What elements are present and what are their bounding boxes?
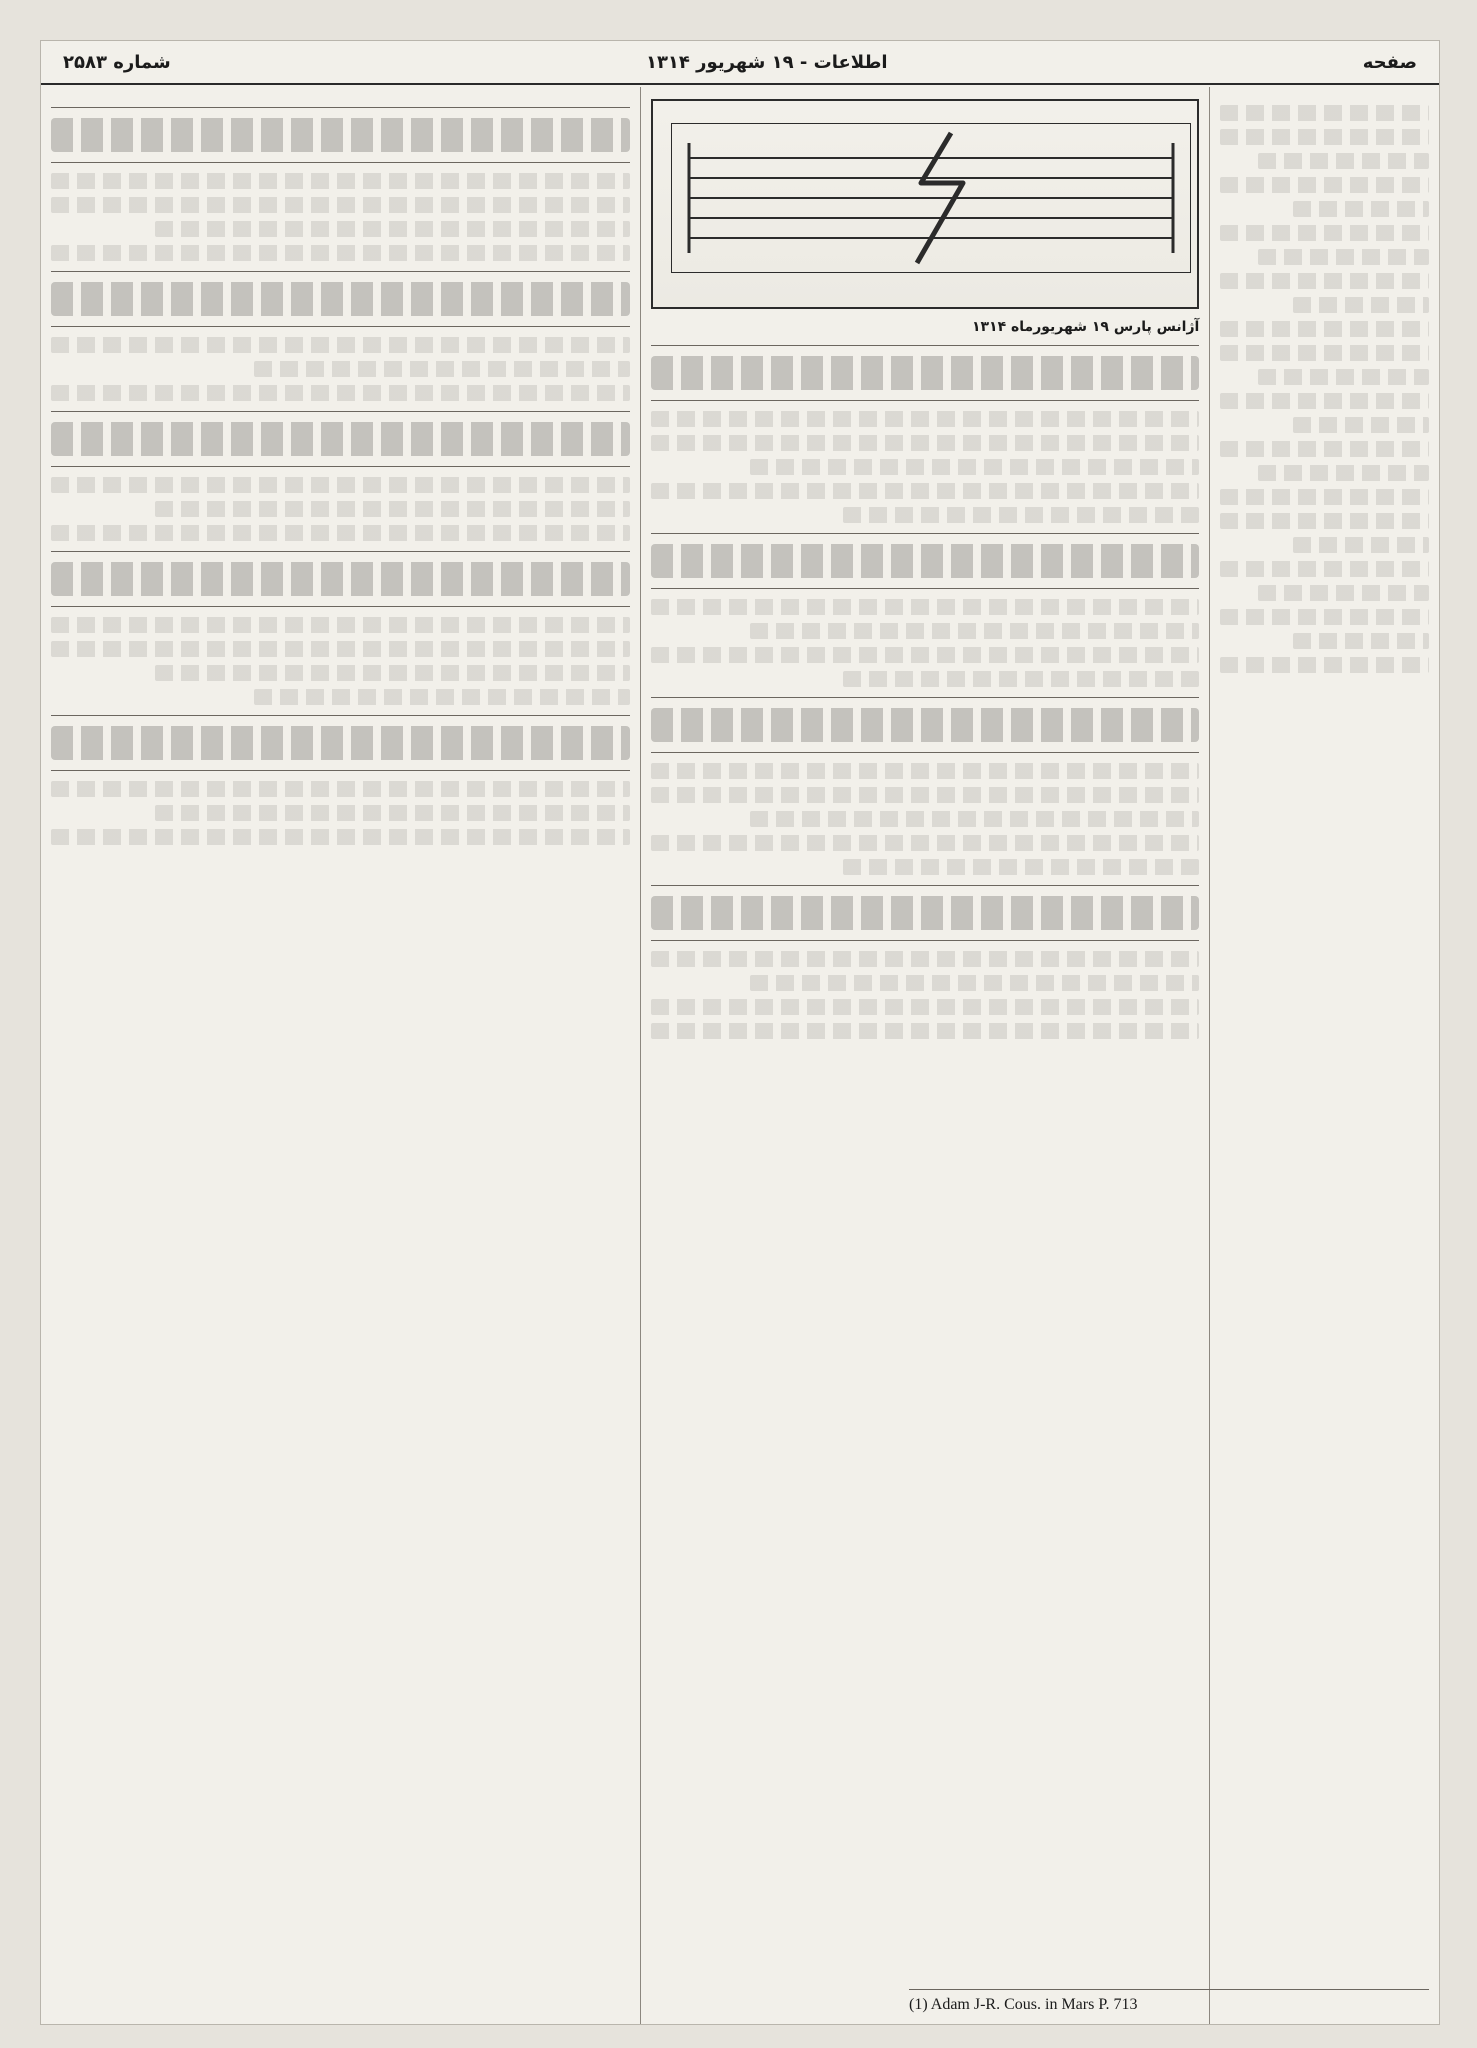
text-line-placeholder <box>51 337 630 353</box>
issue-number: شماره ۲۵۸۳ <box>63 51 171 73</box>
text-line-placeholder <box>651 647 1199 663</box>
text-line-placeholder <box>51 829 630 845</box>
text-line-placeholder <box>1258 465 1429 481</box>
text-line-placeholder <box>843 859 1199 875</box>
headline-placeholder <box>651 697 1199 753</box>
headline-bar <box>651 356 1199 390</box>
text-line-placeholder <box>51 781 630 797</box>
text-line-placeholder <box>1293 537 1429 553</box>
text-line-placeholder <box>155 665 630 681</box>
text-line-placeholder <box>750 459 1200 475</box>
text-line-placeholder <box>51 197 630 213</box>
agency-byline: آژانس پارس ۱۹ شهریورماه ۱۳۱۴ <box>971 319 1200 335</box>
text-line-placeholder <box>1258 153 1429 169</box>
text-line-placeholder <box>750 811 1200 827</box>
text-line-placeholder <box>1258 585 1429 601</box>
footnote-citation: (1) Adam J-R. Cous. in Mars P. 713 <box>909 1989 1429 2014</box>
headline-bar <box>51 562 630 596</box>
text-line-placeholder <box>651 787 1199 803</box>
text-line-placeholder <box>1220 393 1429 409</box>
text-line-placeholder <box>155 501 630 517</box>
text-line-placeholder <box>1220 321 1429 337</box>
headline-placeholder <box>51 715 630 771</box>
text-line-placeholder <box>254 689 630 705</box>
text-line-placeholder <box>1220 345 1429 361</box>
text-line-placeholder <box>651 763 1199 779</box>
headline-placeholder <box>51 107 630 163</box>
text-line-placeholder <box>750 975 1200 991</box>
text-line-placeholder <box>651 951 1199 967</box>
text-line-placeholder <box>651 835 1199 851</box>
headline-bar <box>651 896 1199 930</box>
headline-bar <box>51 726 630 760</box>
text-line-placeholder <box>51 641 630 657</box>
text-line-placeholder <box>651 599 1199 615</box>
text-line-placeholder <box>1220 561 1429 577</box>
text-line-placeholder <box>155 805 630 821</box>
text-line-placeholder <box>1258 249 1429 265</box>
text-line-placeholder <box>1293 633 1429 649</box>
text-line-placeholder <box>1220 177 1429 193</box>
page-label: صفحه <box>1362 51 1417 73</box>
text-line-placeholder <box>51 525 630 541</box>
headline-bar <box>51 118 630 152</box>
right-column <box>1209 87 1439 2024</box>
text-line-placeholder <box>1220 105 1429 121</box>
text-line-placeholder <box>1220 441 1429 457</box>
headline-placeholder <box>651 885 1199 941</box>
page-header <box>41 41 1439 85</box>
text-line-placeholder <box>1220 273 1429 289</box>
headline-placeholder <box>651 533 1199 589</box>
headline-placeholder <box>51 551 630 607</box>
text-line-placeholder <box>1258 369 1429 385</box>
text-line-placeholder <box>843 507 1199 523</box>
text-line-placeholder <box>651 999 1199 1015</box>
telegraph-wires-icon <box>671 123 1191 273</box>
newspaper-page <box>40 40 1440 2025</box>
text-line-placeholder <box>651 435 1199 451</box>
text-line-placeholder <box>843 671 1199 687</box>
left-column <box>41 87 640 2024</box>
center-column <box>640 87 1209 2024</box>
text-line-placeholder <box>1220 225 1429 241</box>
text-line-placeholder <box>1293 201 1429 217</box>
text-line-placeholder <box>254 361 630 377</box>
text-line-placeholder <box>51 617 630 633</box>
headline-placeholder <box>51 411 630 467</box>
headline-bar <box>651 708 1199 742</box>
text-line-placeholder <box>1220 609 1429 625</box>
text-line-placeholder <box>51 173 630 189</box>
text-line-placeholder <box>1220 129 1429 145</box>
columns <box>41 87 1439 2024</box>
headline-placeholder <box>651 345 1199 401</box>
text-line-placeholder <box>651 411 1199 427</box>
text-line-placeholder <box>1220 513 1429 529</box>
text-line-placeholder <box>1293 297 1429 313</box>
text-line-placeholder <box>51 477 630 493</box>
text-line-placeholder <box>1220 657 1429 673</box>
headline-bar <box>51 282 630 316</box>
headline-bar <box>51 422 630 456</box>
headline-placeholder <box>51 271 630 327</box>
text-line-placeholder <box>750 623 1200 639</box>
text-line-placeholder <box>651 483 1199 499</box>
text-line-placeholder <box>155 221 630 237</box>
text-line-placeholder <box>51 245 630 261</box>
headline-bar <box>651 544 1199 578</box>
text-line-placeholder <box>1293 417 1429 433</box>
text-line-placeholder <box>1220 489 1429 505</box>
newspaper-title-date: اطلاعات - ۱۹ شهریور ۱۳۱۴ <box>645 51 888 73</box>
foreign-wire-masthead <box>651 99 1199 309</box>
text-line-placeholder <box>51 385 630 401</box>
text-line-placeholder <box>651 1023 1199 1039</box>
